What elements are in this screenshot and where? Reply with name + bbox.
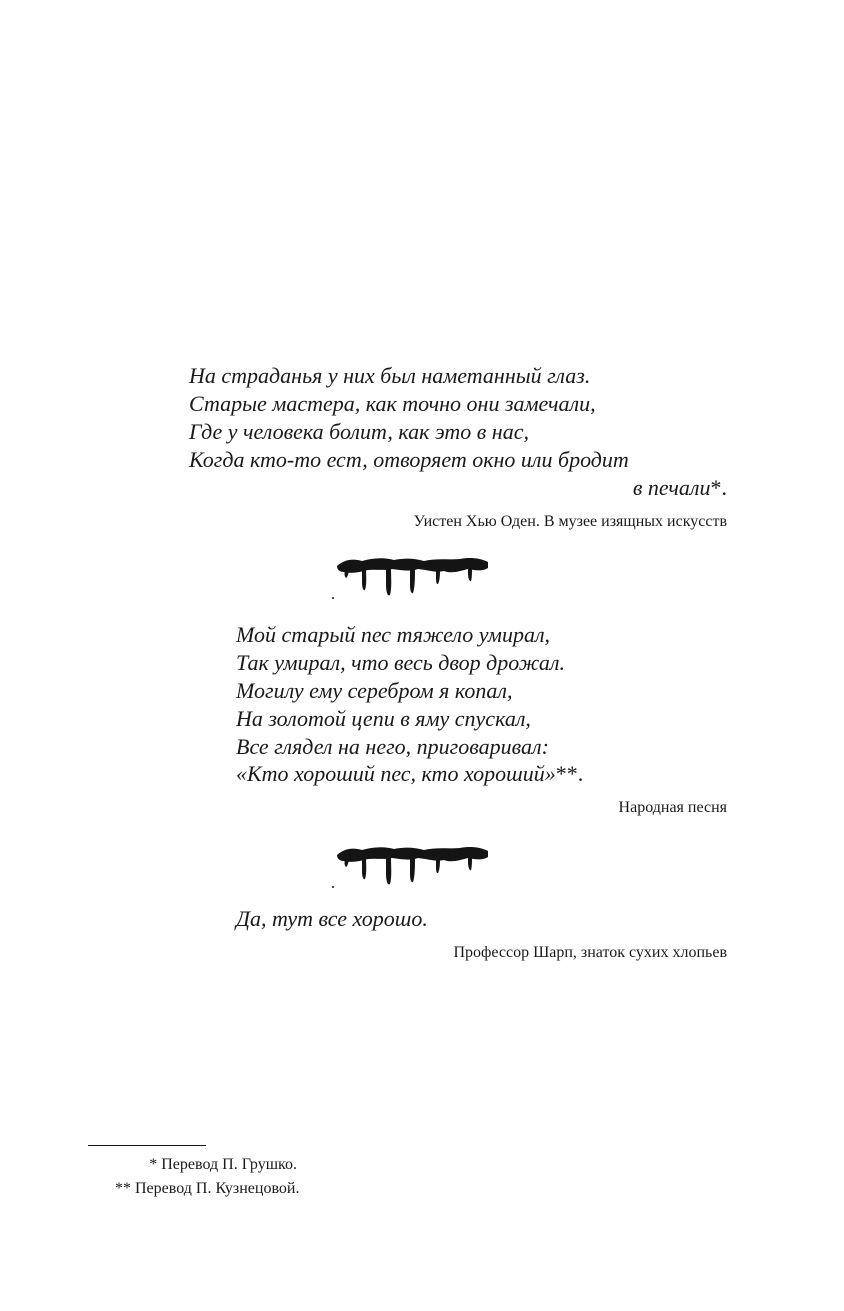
footnote-mark-1: *. bbox=[710, 475, 727, 500]
epigraph1-line-1: На страданья у них был наметанный глаз. bbox=[189, 363, 591, 388]
epigraph1-line-2: Старые мастера, как точно они замечали, bbox=[189, 391, 596, 416]
epigraph2-line-2: Так умирал, что весь двор дрожал. bbox=[236, 650, 566, 675]
epigraph1-attribution: Уистен Хью Оден. В музее изящных искусств bbox=[413, 513, 727, 530]
epigraph1-line-5 bbox=[633, 474, 727, 502]
epigraph1-last-line: в печали bbox=[632, 475, 711, 500]
epigraph1-line-3: Где у человека болит, как это в нас, bbox=[189, 419, 529, 444]
epigraph2-last-line: «Кто хороший пес, кто хороший» bbox=[236, 761, 556, 786]
epigraph2-line-3: Могилу ему серебром я копал, bbox=[236, 678, 513, 703]
epigraph2-line-6 bbox=[236, 760, 583, 788]
epigraph1-line-4: Когда кто-то ест, отворяет окно или бродит bbox=[189, 447, 629, 472]
footnote-1: * Перевод П. Грушко. bbox=[149, 1156, 297, 1173]
footnote-mark-2: **. bbox=[555, 761, 584, 786]
epigraph2-line-5: Все глядел на него, приговаривал: bbox=[236, 734, 549, 759]
footnote-divider bbox=[88, 1145, 206, 1146]
epigraph2-line-4: На золотой цепи в яму спускал, bbox=[236, 706, 531, 731]
epigraph2-attribution: Народная песня bbox=[618, 799, 727, 816]
footnote-2: ** Перевод П. Кузнецовой. bbox=[115, 1180, 300, 1197]
epigraph3-attribution: Профессор Шарп, знаток сухих хлопьев bbox=[453, 944, 727, 961]
ink-drip-ornament-icon bbox=[332, 841, 492, 889]
ink-drip-ornament-icon bbox=[332, 552, 492, 600]
epigraph3-line-1: Да, тут все хорошо. bbox=[236, 906, 428, 931]
epigraph2-line-1: Мой старый пес тяжело умирал, bbox=[236, 622, 551, 647]
